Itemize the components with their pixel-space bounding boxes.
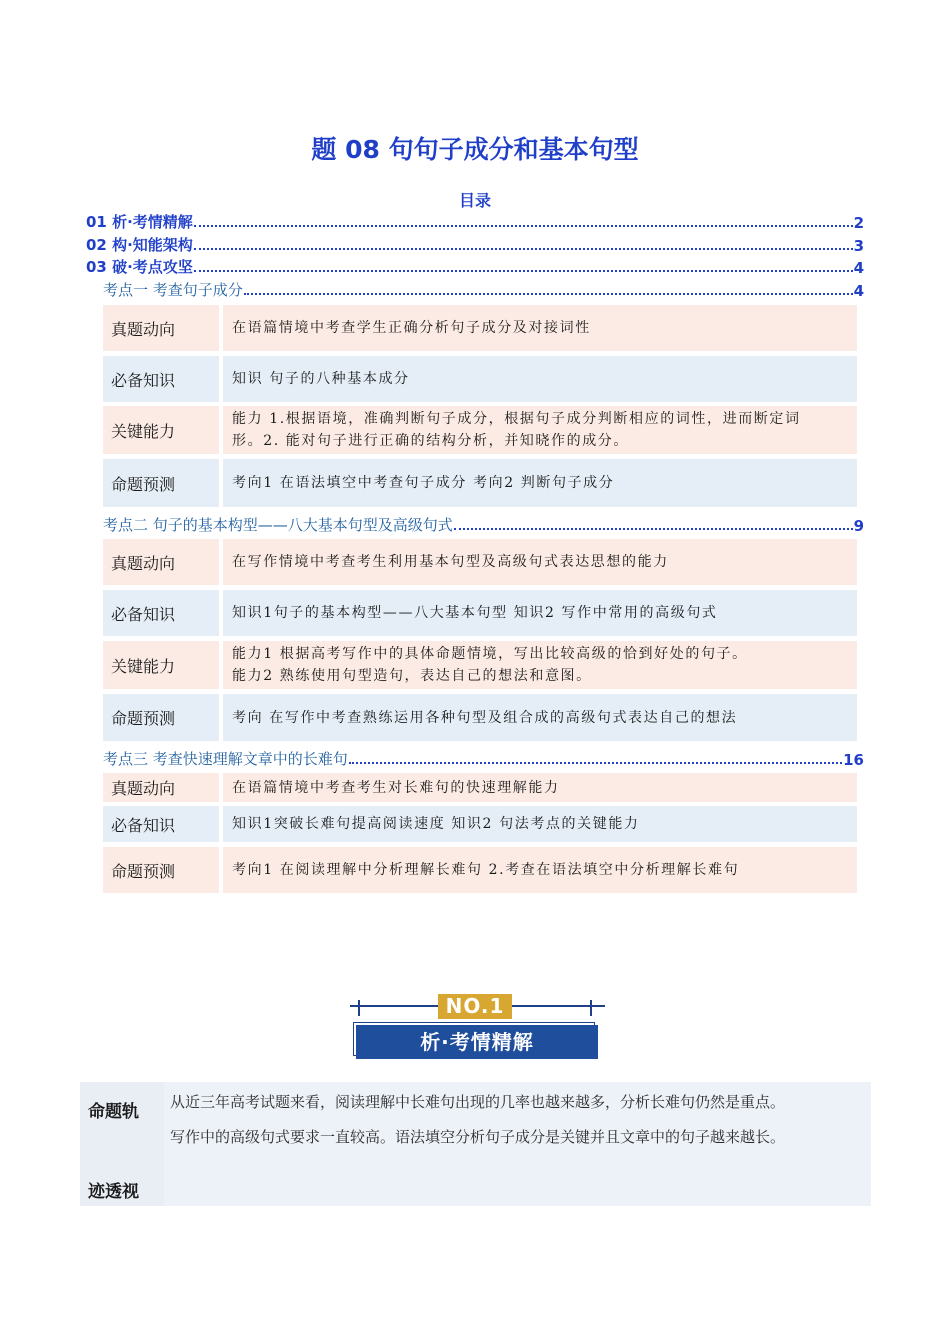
toc-entry-page: 4 (853, 259, 864, 277)
row-label: 真题动向 (103, 773, 219, 802)
row-text: 考向1 在阅读理解中分析理解长难句 2.考查在语法填空中分析理解长难句 (223, 847, 857, 893)
analysis-label (80, 1082, 160, 1206)
toc-entry-03[interactable] (86, 255, 864, 277)
analysis-text-line: 写作中的高级句式要求一直较高。语法填空分析句子成分是关键并且文章中的句子越来越长。 (170, 1128, 786, 1146)
table-row (103, 806, 857, 842)
row-label: 必备知识 (103, 806, 219, 842)
table-row (103, 305, 857, 351)
row-text: 知识 句子的八种基本成分 (223, 356, 857, 402)
row-label: 真题动向 (103, 305, 219, 351)
analysis-label-line: 命题轨 (88, 1102, 139, 1122)
section-heading: 考点三 考查快速理解文章中的长难句 (103, 750, 348, 768)
table-row (103, 694, 857, 741)
toc-leader (194, 270, 853, 272)
banner-title: 析·考情精解 (356, 1025, 598, 1059)
toc-leader (194, 225, 853, 227)
banner-tick (358, 1000, 360, 1016)
row-text: 在写作情境中考查考生利用基本句型及高级句式表达思想的能力 (223, 539, 857, 585)
toc-entry-label: 02 构·知能架构 (86, 236, 193, 254)
row-label: 必备知识 (103, 356, 219, 402)
banner-number: NO.1 (438, 994, 512, 1019)
toc-entry-page: 3 (853, 237, 864, 255)
analysis-label-line: 迹透视 (88, 1182, 139, 1202)
row-label: 必备知识 (103, 590, 219, 636)
analysis-label-spacer (88, 1132, 160, 1172)
table-row (103, 847, 857, 893)
toc-leader (244, 293, 853, 295)
section-page: 4 (853, 282, 864, 300)
row-label: 关键能力 (103, 406, 219, 454)
row-text: 考向 在写作中考查熟练运用各种句型及组合成的高级句式表达自己的想法 (223, 694, 857, 741)
toc-entry-page: 2 (853, 214, 864, 232)
toc-entry-label: 01 析·考情精解 (86, 213, 193, 231)
section-page: 16 (843, 751, 864, 769)
row-text: 在语篇情境中考查考生对长难句的快速理解能力 (223, 773, 857, 802)
row-label: 真题动向 (103, 539, 219, 585)
table-row (103, 539, 857, 585)
row-text (223, 406, 857, 454)
table-row (103, 356, 857, 402)
table-row (103, 590, 857, 636)
row-label: 命题预测 (103, 459, 219, 507)
analysis-text-line: 从近三年高考试题来看，阅读理解中长难句出现的几率也越来越多，分析长难句仍然是重点。 (170, 1093, 786, 1111)
section-heading: 考点二 句子的基本构型——八大基本句型及高级句式 (103, 516, 453, 534)
section-heading: 考点一 考查句子成分 (103, 281, 243, 299)
toc-section-2[interactable] (103, 513, 864, 535)
table-row (103, 406, 857, 454)
row-label: 关键能力 (103, 641, 219, 689)
table-row (103, 459, 857, 507)
page-title: 题 08 句句子成分和基本句型 (311, 135, 639, 164)
toc-leader (349, 762, 842, 764)
toc-heading: 目录 (458, 191, 491, 210)
toc-section-3[interactable] (103, 747, 864, 769)
row-text-line: 能力2 熟练使用句型造句，表达自己的想法和意图。 (232, 668, 592, 684)
row-text: 在语篇情境中考查学生正确分析句子成分及对接词性 (223, 305, 857, 351)
row-text-line: 能力 1.根据语境，准确判断句子成分，根据句子成分判断相应的词性，进而断定词 (232, 411, 801, 427)
analysis-text (164, 1082, 871, 1206)
toc-entry-01[interactable] (86, 210, 864, 232)
toc-entry-02[interactable] (86, 233, 864, 255)
toc-leader (194, 248, 853, 250)
toc-entry-label: 03 破·考点攻坚 (86, 258, 193, 276)
section-banner (340, 990, 610, 1062)
row-text-line: 能力1 根据高考写作中的具体命题情境，写出比较高级的恰到好处的句子。 (232, 646, 748, 662)
row-text: 考向1 在语法填空中考查句子成分 考向2 判断句子成分 (223, 459, 857, 507)
banner-tick (590, 1000, 592, 1016)
toc-section-1[interactable] (103, 278, 864, 300)
analysis-table (80, 1082, 871, 1206)
row-text: 知识1突破长难句提高阅读速度 知识2 句法考点的关键能力 (223, 806, 857, 842)
row-text-line: 形。2. 能对句子进行正确的结构分析，并知晓作的成分。 (232, 433, 630, 449)
section-page: 9 (853, 517, 864, 535)
row-text: 知识1句子的基本构型——八大基本句型 知识2 写作中常用的高级句式 (223, 590, 857, 636)
row-text (223, 641, 857, 689)
row-label: 命题预测 (103, 847, 219, 893)
toc-leader (454, 528, 853, 530)
table-row (103, 641, 857, 689)
row-label: 命题预测 (103, 694, 219, 741)
table-row (103, 773, 857, 802)
